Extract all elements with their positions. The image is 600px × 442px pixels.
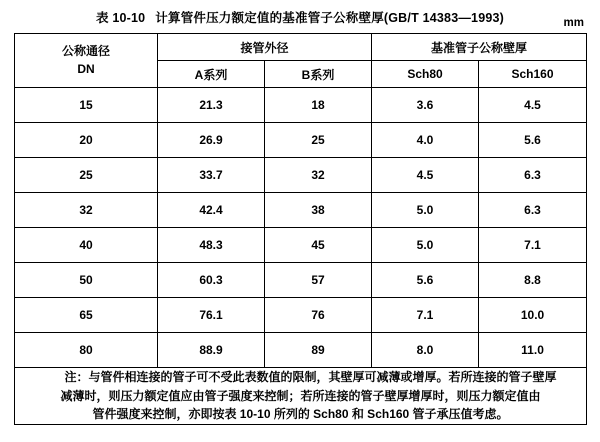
header-dn-line1: 公称通径 (61, 44, 110, 59)
unit-label: mm (563, 17, 584, 29)
cell-series-a: 26.9 (158, 123, 265, 158)
note-line-3: 管件强度来控制，亦即按表 10-10 所列的 Sch80 和 Sch160 管子承压值考虑。 (92, 407, 509, 422)
cell-series-b: 76 (265, 298, 372, 333)
cell-series-b: 18 (265, 88, 372, 123)
table-note-row (15, 368, 587, 425)
table-row (15, 193, 587, 228)
header-cell-wall-thickness: 基准管子公称壁厚 (372, 34, 587, 61)
cell-series-b: 38 (265, 193, 372, 228)
cell-sch80: 4.0 (372, 123, 479, 158)
table-row (15, 158, 587, 193)
cell-sch160: 11.0 (479, 333, 587, 368)
cell-dn: 80 (15, 333, 158, 368)
table-note (15, 368, 587, 425)
cell-sch80: 5.6 (372, 263, 479, 298)
cell-sch160: 7.1 (479, 228, 587, 263)
cell-series-b: 89 (265, 333, 372, 368)
cell-sch80: 3.6 (372, 88, 479, 123)
pipe-wall-thickness-table (14, 33, 587, 425)
header-cell-dn (15, 34, 158, 88)
header-cell-series-b: B系列 (265, 61, 372, 88)
caption-title: 计算管件压力额定值的基准管子公称壁厚(GB/T 14383—1993) (155, 11, 505, 25)
note-line-2: 减薄时，则压力额定值应由管子强度来控制；若所连接的管子壁厚增厚时，则压力额定值由 (60, 388, 541, 403)
cell-series-a: 88.9 (158, 333, 265, 368)
caption-text (96, 8, 504, 26)
cell-series-b: 25 (265, 123, 372, 158)
cell-series-b: 45 (265, 228, 372, 263)
header-cell-outer-diameter: 接管外径 (158, 34, 372, 61)
cell-sch80: 5.0 (372, 228, 479, 263)
header-cell-sch80: Sch80 (372, 61, 479, 88)
cell-sch80: 7.1 (372, 298, 479, 333)
cell-dn: 20 (15, 123, 158, 158)
cell-sch160: 5.6 (479, 123, 587, 158)
table-header-row-1 (15, 34, 587, 61)
cell-series-a: 42.4 (158, 193, 265, 228)
table-row (15, 228, 587, 263)
table-row (15, 333, 587, 368)
table-row (15, 88, 587, 123)
cell-sch160: 4.5 (479, 88, 587, 123)
table-caption (14, 8, 586, 30)
header-cell-sch160: Sch160 (479, 61, 587, 88)
cell-series-b: 57 (265, 263, 372, 298)
cell-sch160: 10.0 (479, 298, 587, 333)
cell-dn: 15 (15, 88, 158, 123)
cell-series-a: 76.1 (158, 298, 265, 333)
header-cell-series-a: A系列 (158, 61, 265, 88)
cell-dn: 25 (15, 158, 158, 193)
cell-dn: 65 (15, 298, 158, 333)
cell-sch160: 6.3 (479, 193, 587, 228)
cell-series-a: 60.3 (158, 263, 265, 298)
table-row (15, 123, 587, 158)
note-line-1: 注：与管件相连接的管子可不受此表数值的限制，其壁厚可减薄或增厚。若所连接的管子壁厚 (64, 370, 557, 384)
cell-sch80: 4.5 (372, 158, 479, 193)
cell-series-b: 32 (265, 158, 372, 193)
cell-series-a: 21.3 (158, 88, 265, 123)
cell-sch80: 5.0 (372, 193, 479, 228)
table-row (15, 263, 587, 298)
cell-dn: 32 (15, 193, 158, 228)
caption-number: 表 10-10 (95, 11, 146, 25)
header-dn-line2: DN (77, 61, 95, 76)
cell-sch160: 6.3 (479, 158, 587, 193)
cell-series-a: 48.3 (158, 228, 265, 263)
cell-series-a: 33.7 (158, 158, 265, 193)
cell-dn: 50 (15, 263, 158, 298)
cell-sch160: 8.8 (479, 263, 587, 298)
cell-dn: 40 (15, 228, 158, 263)
table-row (15, 298, 587, 333)
cell-sch80: 8.0 (372, 333, 479, 368)
